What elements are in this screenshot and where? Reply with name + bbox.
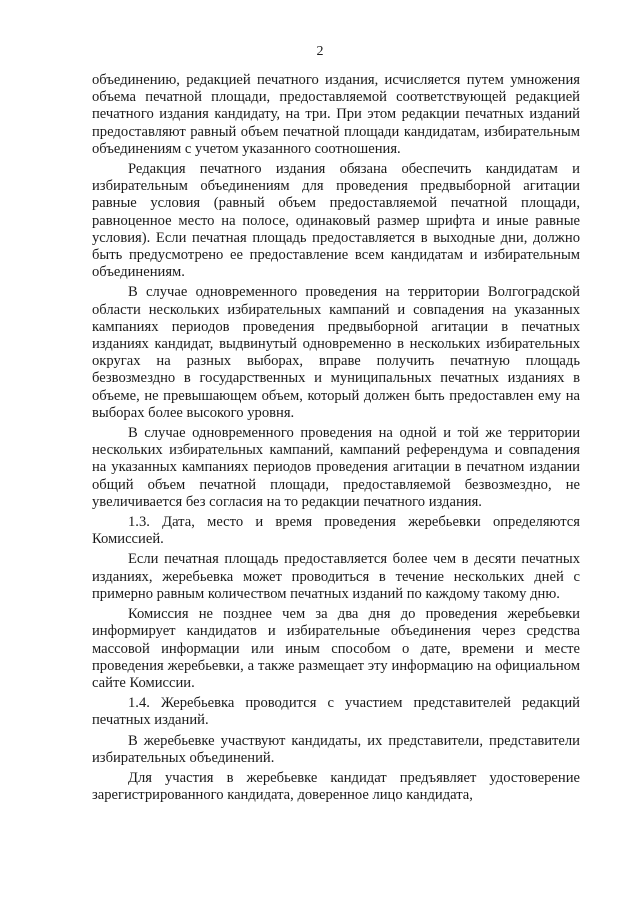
paragraph: 1.3. Дата, место и время проведения жеребьевки определяются Комиссией. — [92, 514, 580, 548]
paragraph: 1.4. Жеребьевка проводится с участием представителей редакций печатных изданий. — [92, 695, 580, 729]
paragraph: В жеребьевке участвуют кандидаты, их представители, представители избирательных объединений. — [92, 732, 580, 766]
paragraph: В случае одновременного проведения на территории Волгоградской области нескольких избирательных кампаний и совпадения на указанных кампаниях периодов проведения предвыборной агитации в печатных изданиях кандидат, выдвинутый одновременно в нескольких избирательных округах на разных выборах, вправе получить печатную площадь безвозмездно в государственных и муниципальных печатных изданиях в объеме, не превышающем объем, который должен быть предоставлен ему на выборах более высокого уровня. — [92, 284, 580, 421]
paragraph: Редакция печатного издания обязана обеспечить кандидатам и избирательным объединениям для проведения предвыборной агитации равные условия (равный объем предоставляемой печатной площади, равноценное место на полосе, одинаковый размер шрифта и иные равные условия). Если печатная площадь предоставляется в выходные дни, должно быть предусмотрено ее предоставление всем кандидатам и избирательным объединениям. — [92, 161, 580, 281]
paragraph: Для участия в жеребьевке кандидат предъявляет удостоверение зарегистрированного кандидата, доверенное лицо кандидата, — [92, 769, 580, 804]
paragraph: Комиссия не позднее чем за два дня до проведения жеребьевки информирует кандидатов и избирательные объединения через средства массовой информации или иным способом о дате, времени и месте проведения жеребьевки, а также размещает эту информацию на официальном сайте Комиссии. — [92, 606, 580, 691]
paragraph: объединению, редакцией печатного издания, исчисляется путем умножения объема печатной площади, предоставляемой соответствующей редакцией печатного издания кандидату, на три. При этом редакции печатных изданий предоставляют равный объем печатной площади кандидатам, избирательным объединениям с учетом указанного соотношения. — [92, 72, 580, 157]
document-body — [92, 72, 580, 807]
paragraph: Если печатная площадь предоставляется более чем в десяти печатных изданиях, жеребьевка может проводиться в течение нескольких дней с примерно равным количеством печатных изданий по каждому такому дню. — [92, 551, 580, 602]
page-number: 2 — [316, 44, 324, 59]
paragraph: В случае одновременного проведения на одной и той же территории нескольких избирательных кампаний, кампаний референдума и совпадения на указанных кампаниях периодов проведения агитации в печатном издании общий объем печатной площади, предоставляемой безвозмездно, не увеличивается без согласия на то редакции печатного издания. — [92, 425, 580, 510]
